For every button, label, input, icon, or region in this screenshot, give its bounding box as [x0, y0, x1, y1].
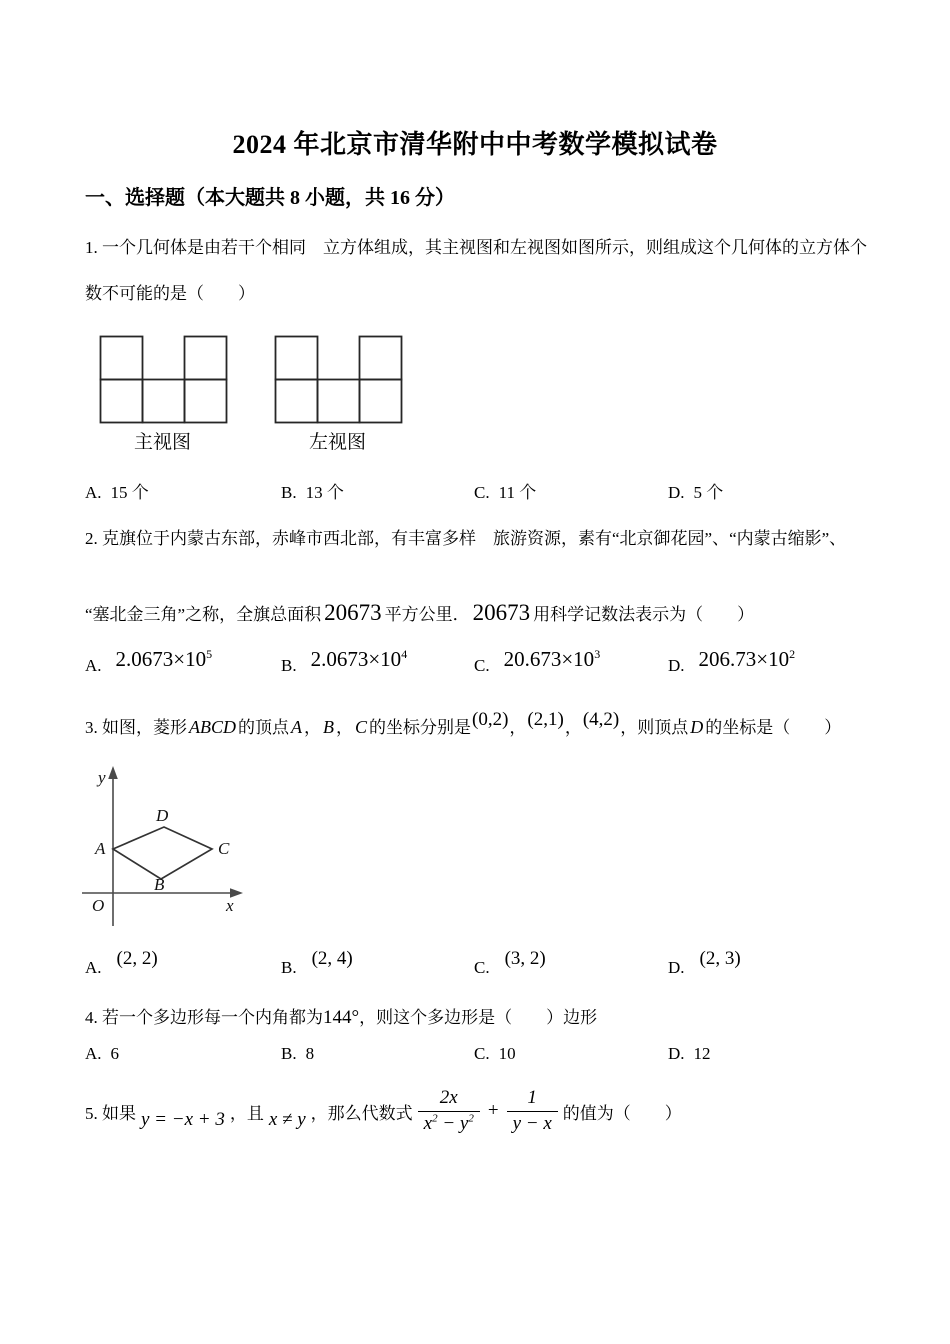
- q1-option-b: [281, 478, 344, 503]
- rhombus-coordinate-figure: [75, 763, 285, 938]
- option-letter: C.: [474, 656, 490, 675]
- q1-option-a: [85, 478, 149, 503]
- exponent: 2: [468, 1112, 474, 1125]
- mantissa: 2.0673×10: [115, 647, 207, 671]
- cube-cell: [101, 337, 143, 380]
- q2-option-b: [281, 647, 408, 677]
- exponent: 5: [206, 647, 213, 661]
- option-letter: A.: [85, 958, 102, 977]
- option-text: (2, 3): [699, 948, 741, 969]
- cube-cell: [101, 380, 143, 423]
- variable: B: [323, 717, 334, 737]
- q5-stem-text: ，且: [229, 1103, 264, 1123]
- area-value: 20673: [472, 600, 531, 625]
- coordinate-value: (4,2): [582, 709, 620, 730]
- fraction: [507, 1088, 558, 1135]
- q5-stem-text: 5. 如果: [85, 1103, 136, 1123]
- separator: ，: [336, 718, 353, 737]
- q2-option-a: [85, 647, 213, 677]
- option-letter: C.: [474, 958, 490, 977]
- q4-stem-text: 4. 若一个多边形每一个内角都为: [85, 1008, 323, 1027]
- option-text: 6: [110, 1044, 120, 1063]
- variable: D: [690, 717, 704, 737]
- option-letter: A.: [85, 656, 102, 675]
- fraction-denominator: [418, 1111, 480, 1135]
- q2-stem-line1: 2. 克旗位于内蒙古东部，赤峰市西北部，有丰富多样 旅游资源，素有“北京御花园”、“内蒙古缩影”、: [85, 529, 847, 548]
- option-letter: D.: [668, 958, 685, 977]
- side-view-label: 左视图: [309, 432, 367, 453]
- option-text: 15 个: [110, 483, 149, 502]
- q3-option-a: [85, 948, 158, 979]
- option-text: (3, 2): [504, 948, 546, 969]
- operator: −: [437, 1112, 460, 1134]
- q4-stem-text: ，则这个多边形是（ ）边形: [359, 1008, 598, 1027]
- exponent: 3: [594, 647, 601, 661]
- figure-label-origin: O: [92, 896, 105, 915]
- option-text: (2, 2): [116, 948, 158, 969]
- fraction-numerator: 2x: [439, 1086, 458, 1108]
- mantissa: 206.73×10: [698, 647, 790, 671]
- q3-option-c: [474, 948, 546, 979]
- y-axis-arrowhead: [108, 766, 118, 779]
- fraction: [418, 1088, 480, 1135]
- q3-stem-text: 的顶点: [238, 718, 289, 737]
- cube-cell: [276, 380, 318, 423]
- front-view-label: 主视图: [134, 432, 192, 453]
- q2-option-c: [474, 647, 601, 677]
- option-letter: B.: [281, 656, 297, 675]
- equation: y = −x + 3: [141, 1109, 225, 1130]
- option-letter: D.: [668, 483, 685, 502]
- section-heading: 一、选择题（本大题共 8 小题，共 16 分）: [85, 187, 455, 209]
- q4-option-d: [668, 1044, 711, 1064]
- q2-line2-text: 用科学记数法表示为（ ）: [533, 605, 755, 624]
- denominator-term: x: [423, 1112, 433, 1134]
- q3-stem: [85, 709, 842, 741]
- cube-cell: [143, 380, 185, 423]
- exponent: 4: [401, 647, 408, 661]
- option-letter: C.: [474, 483, 490, 502]
- mantissa: 20.673×10: [503, 647, 595, 671]
- q3-stem-text: ，则顶点: [620, 718, 689, 737]
- q5-stem-text: 的值为（ ）: [562, 1103, 682, 1123]
- option-letter: B.: [281, 483, 297, 502]
- front-view-figure: [99, 335, 228, 425]
- option-text: 10: [498, 1044, 516, 1063]
- q1-stem-line1: 1. 一个几何体是由若干个相同 立方体组成，其主视图和左视图如图所示，则组成这个几何体的立方体个: [85, 238, 867, 257]
- denominator-term: y: [459, 1112, 469, 1134]
- figure-label-vertex-c: C: [218, 839, 230, 858]
- q1-stem-line2: 数不可能的是（ ）: [85, 284, 255, 303]
- cube-cell: [276, 337, 318, 380]
- separator: ，: [564, 718, 582, 737]
- q4-option-b: [281, 1044, 314, 1064]
- q3-option-d: [668, 948, 741, 979]
- q4-option-c: [474, 1044, 516, 1064]
- variable: C: [355, 717, 368, 737]
- angle-value: 144°: [323, 1007, 360, 1028]
- option-text: 13 个: [305, 483, 344, 502]
- cube-cell: [185, 380, 227, 423]
- variable: ABCD: [189, 717, 236, 737]
- q4-option-a: [85, 1044, 119, 1064]
- cube-cell: [360, 337, 402, 380]
- cube-cell: [185, 337, 227, 380]
- option-text: 5 个: [693, 483, 724, 502]
- figure-label-x: x: [226, 896, 234, 915]
- coordinate-value: (2,1): [527, 709, 564, 730]
- figure-label-vertex-b: B: [154, 875, 165, 894]
- option-letter: B.: [281, 1044, 297, 1063]
- coordinate-value: (0,2): [472, 709, 509, 730]
- q3-stem-text: 的坐标分别是: [369, 718, 472, 737]
- exponent: 2: [789, 647, 796, 661]
- separator: ，: [509, 718, 527, 737]
- q3-option-b: [281, 948, 353, 979]
- fraction-numerator: 1: [527, 1086, 537, 1108]
- cube-cell: [360, 380, 402, 423]
- q5-stem-text: ，那么代数式: [310, 1103, 413, 1123]
- mantissa: 2.0673×10: [310, 647, 402, 671]
- exponent: 2: [432, 1112, 438, 1125]
- q2-stem-line2: [85, 598, 754, 628]
- figure-label-vertex-d: D: [156, 806, 169, 825]
- q2-option-d: [668, 647, 796, 677]
- option-letter: A.: [85, 1044, 102, 1063]
- option-letter: A.: [85, 483, 102, 502]
- scientific-notation: [311, 647, 408, 671]
- scientific-notation: [116, 647, 213, 671]
- option-text: 11 个: [498, 483, 537, 502]
- option-text: 8: [305, 1044, 315, 1063]
- figure-label-vertex-a: A: [95, 839, 106, 858]
- option-letter: C.: [474, 1044, 490, 1063]
- q2-line2-text: 平方公里．: [384, 605, 470, 624]
- fraction-denominator: y − x: [507, 1111, 558, 1135]
- variable: A: [291, 717, 302, 737]
- cube-cell: [318, 380, 360, 423]
- q3-stem-text: 的坐标是（ ）: [705, 718, 842, 737]
- option-letter: D.: [668, 1044, 685, 1063]
- area-value: 20673: [324, 600, 382, 625]
- figure-label-y: y: [98, 768, 106, 787]
- scientific-notation: [504, 647, 601, 671]
- option-text: 12: [693, 1044, 711, 1063]
- scientific-notation: [699, 647, 796, 671]
- page-title: 2024 年北京市清华附中中考数学模拟试卷: [232, 130, 718, 159]
- side-view-figure: [274, 335, 403, 425]
- q4-stem: [85, 1006, 597, 1031]
- option-letter: B.: [281, 958, 297, 977]
- q1-option-c: [474, 478, 536, 503]
- q5-stem: [85, 1082, 682, 1140]
- rhombus-abcd: [113, 827, 212, 879]
- q2-line2-text: “塞北金三角”之称，全旗总面积: [85, 605, 322, 624]
- option-letter: D.: [668, 656, 685, 675]
- q3-stem-text: 3. 如图，菱形: [85, 718, 187, 737]
- separator: ，: [304, 718, 321, 737]
- option-text: (2, 4): [311, 948, 353, 969]
- plus-operator: +: [487, 1100, 499, 1121]
- equation: x ≠ y: [268, 1109, 306, 1130]
- q1-option-d: [668, 478, 723, 503]
